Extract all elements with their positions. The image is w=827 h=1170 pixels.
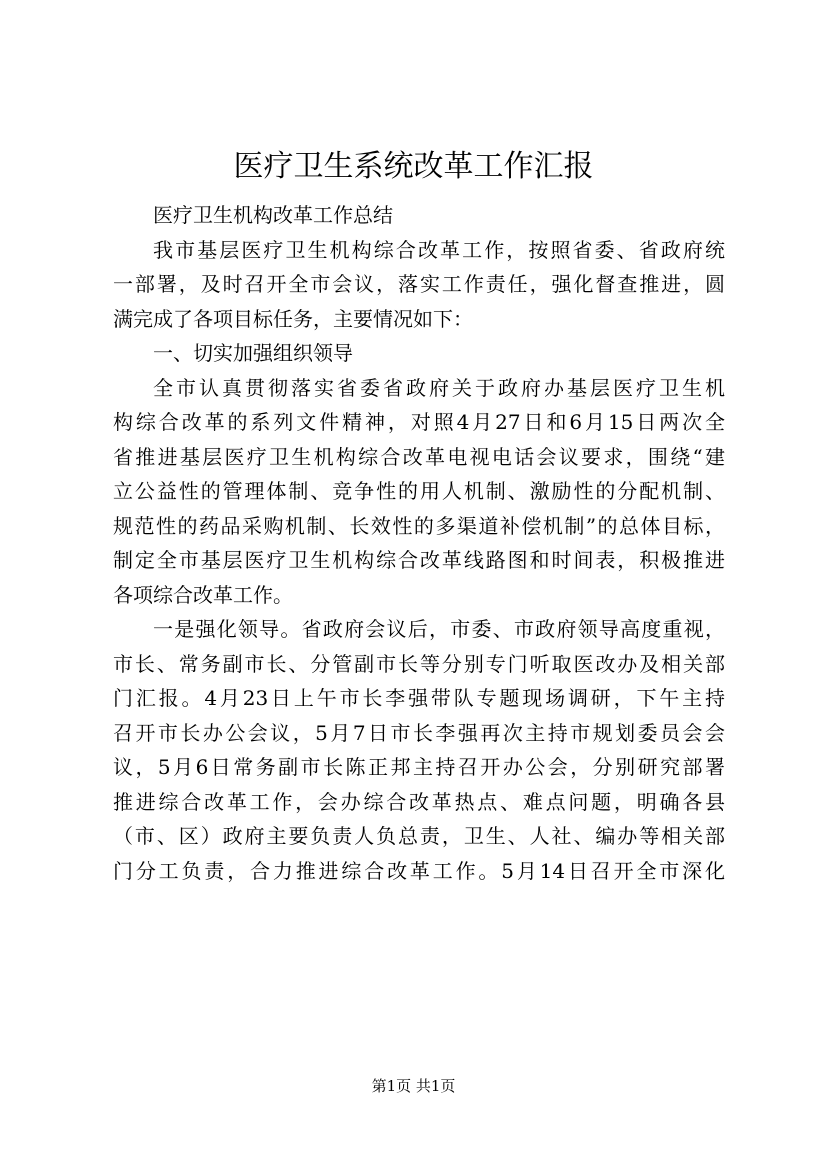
paragraph-line: （市、区）政府主要负责人负总责，卫生、人社、编办等相关部 — [113, 824, 725, 848]
document-body — [113, 198, 725, 888]
paragraph-line: 一是强化领导。省政府会议后，市委、市政府领导高度重视， — [153, 617, 725, 641]
paragraph-line: 市长、常务副市长、分管副市长等分别专门听取医改办及相关部 — [113, 651, 725, 676]
paragraph-line: 议，5月6日常务副市长陈正邦主持召开办公会，分别研究部署 — [113, 755, 725, 779]
paragraph-line: 门汇报。4月23日上午市长李强带队专题现场调研，下午主持 — [113, 686, 725, 710]
paragraph-line: 构综合改革的系列文件精神，对照4月27日和6月15日两次全 — [113, 410, 725, 434]
paragraph-line: 制定全市基层医疗卫生机构综合改革线路图和时间表，积极推进 — [113, 548, 725, 572]
paragraph-line: 全市认真贯彻落实省委省政府关于政府办基层医疗卫生机 — [153, 375, 725, 400]
paragraph-line: 我市基层医疗卫生机构综合改革工作，按照省委、省政府统 — [153, 237, 725, 262]
page-number-footer: 第1页 共1页 — [371, 1077, 456, 1095]
paragraph-line: 召开市长办公会议，5月7日市长李强再次主持市规划委员会会 — [113, 720, 725, 745]
paragraph-line: 省推进基层医疗卫生机构综合改革电视电话会议要求，围绕“建 — [113, 444, 725, 469]
paragraph-line: 推进综合改革工作，会办综合改革热点、难点问题，明确各县 — [113, 789, 725, 814]
paragraph-line: 一部署，及时召开全市会议，落实工作责任，强化督查推进，圆 — [113, 272, 725, 296]
paragraph-line: 满完成了各项目标任务，主要情况如下： — [113, 306, 473, 331]
section-heading: 一、切实加强组织领导 — [153, 341, 353, 365]
paragraph-line: 门分工负责，合力推进综合改革工作。5月14日召开全市深化 — [113, 858, 725, 883]
paragraph-line: 立公益性的管理体制、竞争性的用人机制、激励性的分配机制、 — [113, 479, 725, 503]
paragraph-line: 各项综合改革工作。 — [113, 582, 293, 607]
paragraph-line: 规范性的药品采购机制、长效性的多渠道补偿机制”的总体目标， — [113, 513, 725, 538]
subtitle-line: 医疗卫生机构改革工作总结 — [153, 203, 393, 227]
document-title: 医疗卫生系统改革工作汇报 — [233, 149, 594, 184]
